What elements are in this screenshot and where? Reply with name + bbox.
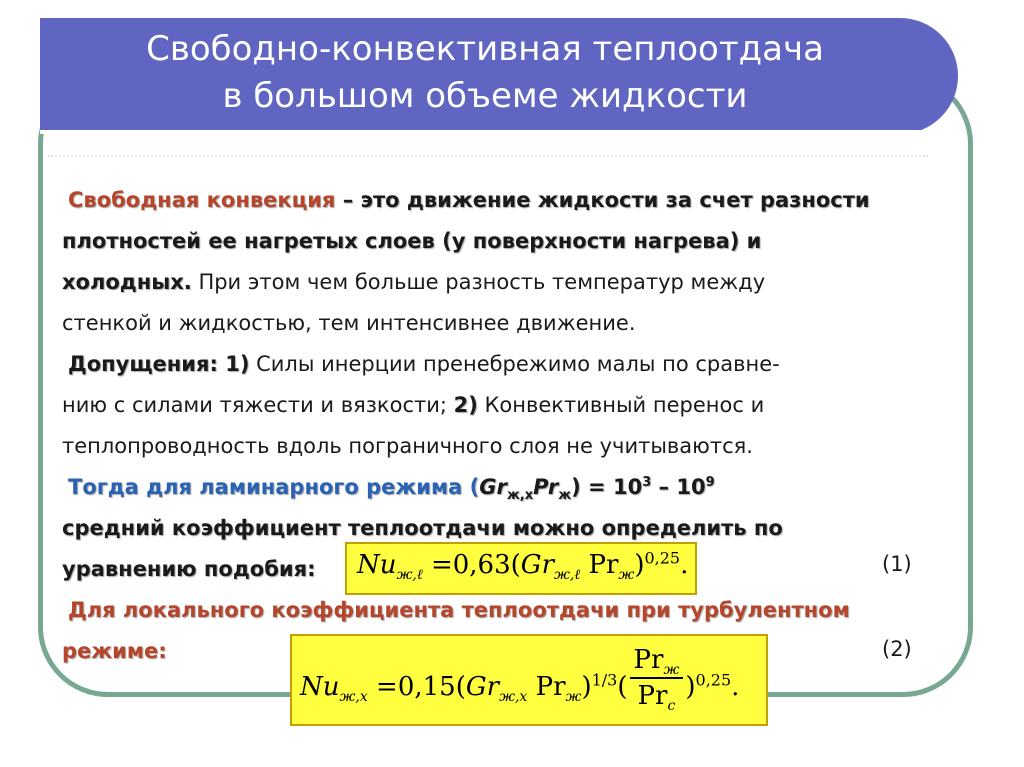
eq2-num-sub: ж bbox=[663, 662, 680, 679]
eq1-dot: . bbox=[680, 550, 689, 580]
eq2-open2: ( bbox=[617, 672, 628, 702]
slide-body bbox=[62, 180, 932, 672]
assumption-1-cont: нию с силами тяжести и вязкости; bbox=[62, 393, 454, 417]
para3-line2: средний коэффициент теплоотдачи можно определить по bbox=[62, 516, 783, 540]
eq2-gr-sub: ж,x bbox=[499, 689, 528, 706]
title-line-1: Свободно-конвективная теплоотдача bbox=[146, 29, 824, 69]
assumption-2-text: Конвективный перенос и bbox=[477, 393, 765, 417]
assumption-2-number: 2) bbox=[453, 393, 478, 417]
pr-symbol: Pr bbox=[533, 475, 559, 499]
title-line-2: в большом объеме жидкости bbox=[222, 76, 748, 116]
range-start: ) = 10 bbox=[571, 475, 643, 499]
eq2-pr-sub: ж bbox=[565, 689, 582, 706]
eq1-pr: Pr bbox=[580, 550, 619, 580]
eq2-denominator bbox=[630, 679, 684, 713]
eq1-exponent: 0,25 bbox=[644, 548, 681, 568]
eq2-close: ) bbox=[581, 672, 592, 702]
eq2-coef: =0,15( bbox=[367, 672, 466, 702]
eq2-fraction bbox=[630, 643, 684, 713]
gr-symbol: Gr bbox=[479, 475, 507, 499]
para3-line3: уравнению подобия: bbox=[62, 557, 316, 581]
eq2-numerator bbox=[630, 643, 684, 679]
eq2-pr: Pr bbox=[527, 672, 566, 702]
equation-turbulent bbox=[290, 634, 768, 726]
para4-line2: режиме: bbox=[62, 639, 167, 663]
eq1-nu-sub: ж,ℓ bbox=[396, 567, 423, 584]
definition-part3: холодных. bbox=[62, 270, 192, 294]
para2-line3: теплопроводность вдоль пограничного слоя не учитываются. bbox=[62, 434, 753, 458]
eq2-exponent: 0,25 bbox=[695, 670, 732, 690]
equation-number-2: (2) bbox=[882, 637, 912, 661]
eq1-gr-sub: ж,ℓ bbox=[554, 567, 581, 584]
para1-rest: При этом чем больше разность температур между bbox=[191, 270, 766, 294]
eq2-exp-third: 1/3 bbox=[591, 670, 618, 690]
eq2-nu: Nu bbox=[300, 672, 340, 702]
title-underline bbox=[40, 130, 925, 134]
para3-line1 bbox=[62, 467, 932, 508]
eq2-row bbox=[300, 645, 740, 715]
laminar-lead: Тогда для ламинарного режима ( bbox=[68, 475, 480, 499]
para1-line1 bbox=[62, 180, 932, 221]
para1-line4: стенкой и жидкостью, тем интенсивнее движение. bbox=[62, 311, 636, 335]
eq1-close: ) bbox=[634, 550, 645, 580]
eq2-close2: ) bbox=[685, 672, 696, 702]
equation-number-1: (1) bbox=[882, 552, 912, 576]
eq2-den-pr: Pr bbox=[637, 681, 668, 711]
range-exp-2: 9 bbox=[705, 475, 715, 490]
eq1-gr: Gr bbox=[520, 550, 554, 580]
term-free-convection: Свободная конвекция bbox=[68, 188, 336, 212]
pr-subscript: ж bbox=[558, 488, 572, 504]
equation-laminar bbox=[345, 542, 697, 595]
para4-line1: Для локального коэффициента теплоотдачи при турбулентном bbox=[68, 598, 850, 622]
slide-title bbox=[40, 26, 930, 120]
range-exp-1: 3 bbox=[642, 475, 652, 490]
assumption-1-text: Силы инерции пренебрежимо малы по сравне- bbox=[249, 352, 780, 376]
para2-line2 bbox=[62, 385, 932, 426]
eq1-nu: Nu bbox=[357, 550, 397, 580]
assumptions-label: Допущения: 1) bbox=[68, 352, 250, 376]
definition-part1: – это движение жидкости за счет разности bbox=[335, 188, 870, 212]
para2-line1 bbox=[62, 344, 932, 385]
eq1-pr-sub: ж bbox=[618, 567, 635, 584]
gr-subscript: ж,х bbox=[506, 488, 534, 504]
eq2-nu-sub: ж,x bbox=[339, 689, 368, 706]
eq2-num-pr: Pr bbox=[633, 645, 664, 675]
eq2-den-sub: c bbox=[667, 698, 676, 715]
para1-line3 bbox=[62, 262, 932, 303]
eq2-dot: . bbox=[731, 672, 740, 702]
dotted-separator bbox=[48, 155, 928, 157]
eq1-coef: =0,63( bbox=[422, 550, 521, 580]
para1-line2: плотностей ее нагретых слоев (у поверхности нагрева) и bbox=[62, 229, 762, 253]
eq2-gr: Gr bbox=[465, 672, 500, 702]
range-end: – 10 bbox=[651, 475, 706, 499]
